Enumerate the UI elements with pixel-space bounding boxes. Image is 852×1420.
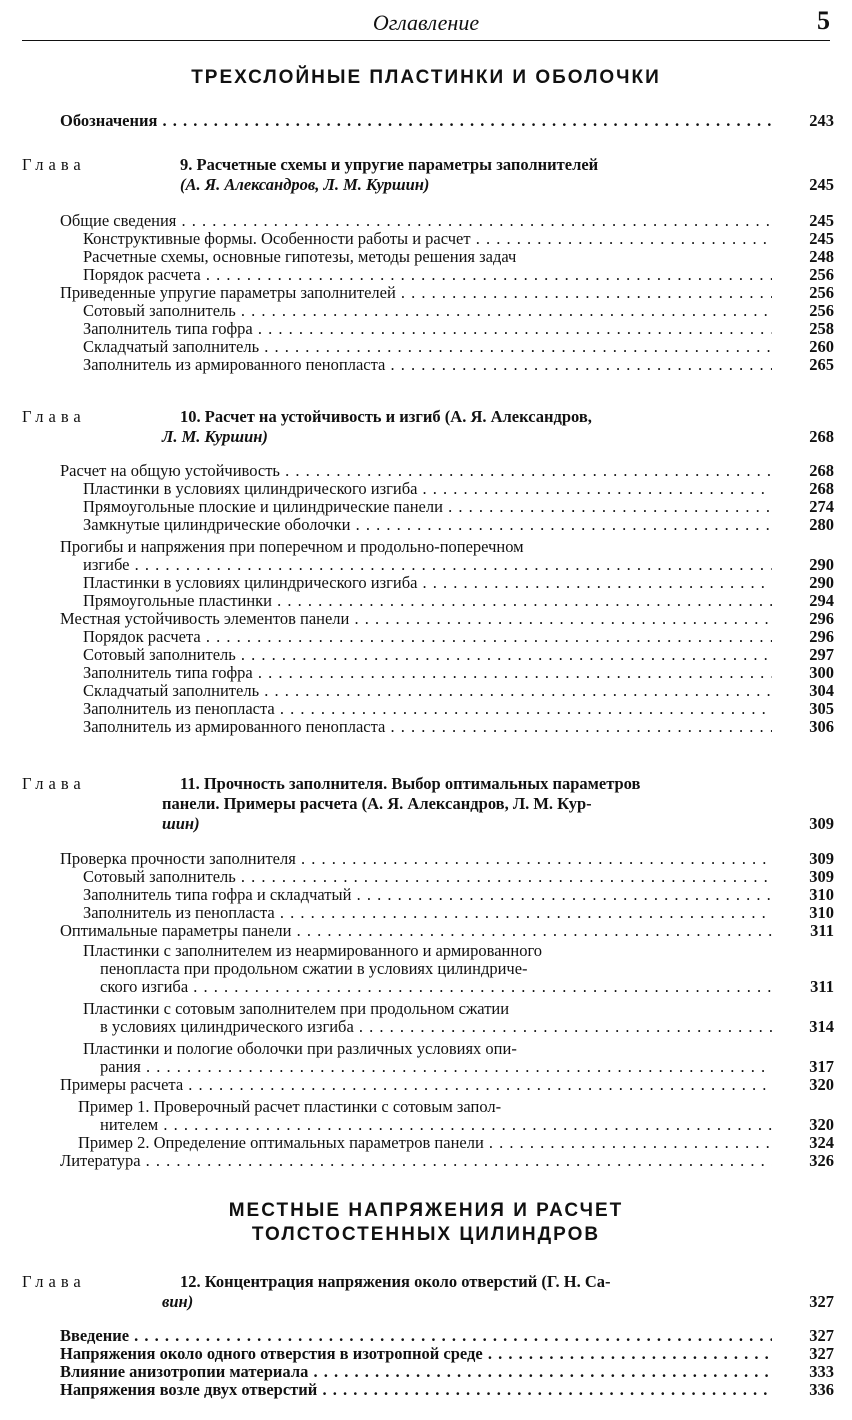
toc-entry[interactable]: Пластинки в условиях цилиндрического изгиба . . . 268 (0, 480, 852, 498)
running-title: Оглавление (372, 10, 480, 35)
toc-entry[interactable]: Заполнитель типа гофра и складчатый . . . 310 (0, 886, 852, 904)
toc-entry[interactable]: нителем . . . 320 (0, 1116, 852, 1134)
toc-entry[interactable]: Напряжения около одного отверстия в изотропной среде . . . 327 (0, 1345, 852, 1363)
page-number: 5 (817, 6, 830, 35)
toc-entry[interactable]: Складчатый заполнитель . . . 304 (0, 682, 852, 700)
section-title: ТРЕХСЛОЙНЫЕ ПЛАСТИНКИ И ОБОЛОЧКИ (191, 67, 661, 88)
toc-entry[interactable]: Пластинки в условиях цилиндрического изгиба . . . 290 (0, 574, 852, 592)
toc-entry[interactable]: Литература . . . 326 (0, 1152, 852, 1170)
toc-entry[interactable]: Заполнитель из армированного пенопласта . . . 306 (0, 718, 852, 736)
toc-entry[interactable]: Приведенные упругие параметры заполнителей . . . 256 (0, 284, 852, 302)
toc-entry[interactable]: Порядок расчета . . . 296 (0, 628, 852, 646)
toc-entry[interactable]: Сотовый заполнитель . . . 297 (0, 646, 852, 664)
toc-entry[interactable]: Влияние анизотропии материала . . . 333 (0, 1363, 852, 1381)
toc-entry[interactable]: Сотовый заполнитель . . . 309 (0, 868, 852, 886)
toc-entry[interactable]: пенопласта при продольном сжатии в условиях цилиндриче- (100, 960, 528, 978)
toc-entry[interactable]: Прямоугольные плоские и цилиндрические панели . . . 274 (0, 498, 852, 516)
toc-entry[interactable]: Замкнутые цилиндрические оболочки . . . 280 (0, 516, 852, 534)
toc-entry[interactable]: Обозначения . . . 243 (0, 112, 852, 130)
toc-entry[interactable]: Прогибы и напряжения при поперечном и продольно-поперечном (60, 538, 524, 556)
toc-entry[interactable]: Пластинки с заполнителем из неармированного и армированного (83, 942, 543, 960)
toc-entry[interactable]: Порядок расчета . . . 256 (0, 266, 852, 284)
page-header (22, 4, 830, 41)
toc-entry[interactable]: Местная устойчивость элементов панели . . . 296 (0, 610, 852, 628)
toc-entry[interactable]: Пластинки и пологие оболочки при различных условиях опи- (83, 1040, 517, 1058)
toc-entry[interactable]: ского изгиба . . . 311 (0, 978, 852, 996)
toc-entry[interactable]: Заполнитель типа гофра . . . 258 (0, 320, 852, 338)
toc-entry[interactable]: Заполнитель типа гофра . . . 300 (0, 664, 852, 682)
toc-entry[interactable]: Складчатый заполнитель . . . 260 (0, 338, 852, 356)
toc-entry[interactable]: Конструктивные формы. Особенности работы и расчет . . . 245 (0, 230, 852, 248)
toc-entry[interactable]: Пластинки с сотовым заполнителем при продольном сжатии (83, 1000, 510, 1018)
toc-entry[interactable]: Оптимальные параметры панели . . . 311 (0, 922, 852, 940)
toc-entry[interactable]: Введение . . . 327 (0, 1327, 852, 1345)
toc-entry[interactable]: Примеры расчета . . . 320 (0, 1076, 852, 1094)
toc-entry[interactable]: в условиях цилиндрического изгиба . . . 314 (0, 1018, 852, 1036)
toc-entry[interactable]: Пример 2. Определение оптимальных параметров панели . . . 324 (0, 1134, 852, 1152)
toc-entry[interactable]: Напряжения возле двух отверстий . . . 336 (0, 1381, 852, 1399)
section-title: МЕСТНЫЕ НАПРЯЖЕНИЯ И РАСЧЕТ (228, 1200, 624, 1221)
toc-entry[interactable]: Расчет на общую устойчивость . . . 268 (0, 462, 852, 480)
toc-entry[interactable]: Проверка прочности заполнителя . . . 309 (0, 850, 852, 868)
toc-entry[interactable]: Пример 1. Проверочный расчет пластинки с сотовым запол- (78, 1098, 502, 1116)
toc-entry[interactable]: Расчетные схемы, основные гипотезы, методы решения задач 248 (83, 247, 834, 266)
toc-entry[interactable]: Заполнитель из пенопласта . . . 310 (0, 904, 852, 922)
toc-entry[interactable]: Прямоугольные пластинки . . . 294 (0, 592, 852, 610)
section-title: ТОЛСТОСТЕННЫХ ЦИЛИНДРОВ (251, 1224, 601, 1245)
toc-entry[interactable]: Сотовый заполнитель . . . 256 (0, 302, 852, 320)
toc-entry[interactable]: изгибе . . . 290 (0, 556, 852, 574)
toc-entry[interactable]: Общие сведения . . . 245 (0, 212, 852, 230)
toc-entry[interactable]: Заполнитель из пенопласта . . . 305 (0, 700, 852, 718)
toc-entry[interactable]: Заполнитель из армированного пенопласта . . . 265 (0, 356, 852, 374)
toc-entry[interactable]: рания . . . 317 (0, 1058, 852, 1076)
